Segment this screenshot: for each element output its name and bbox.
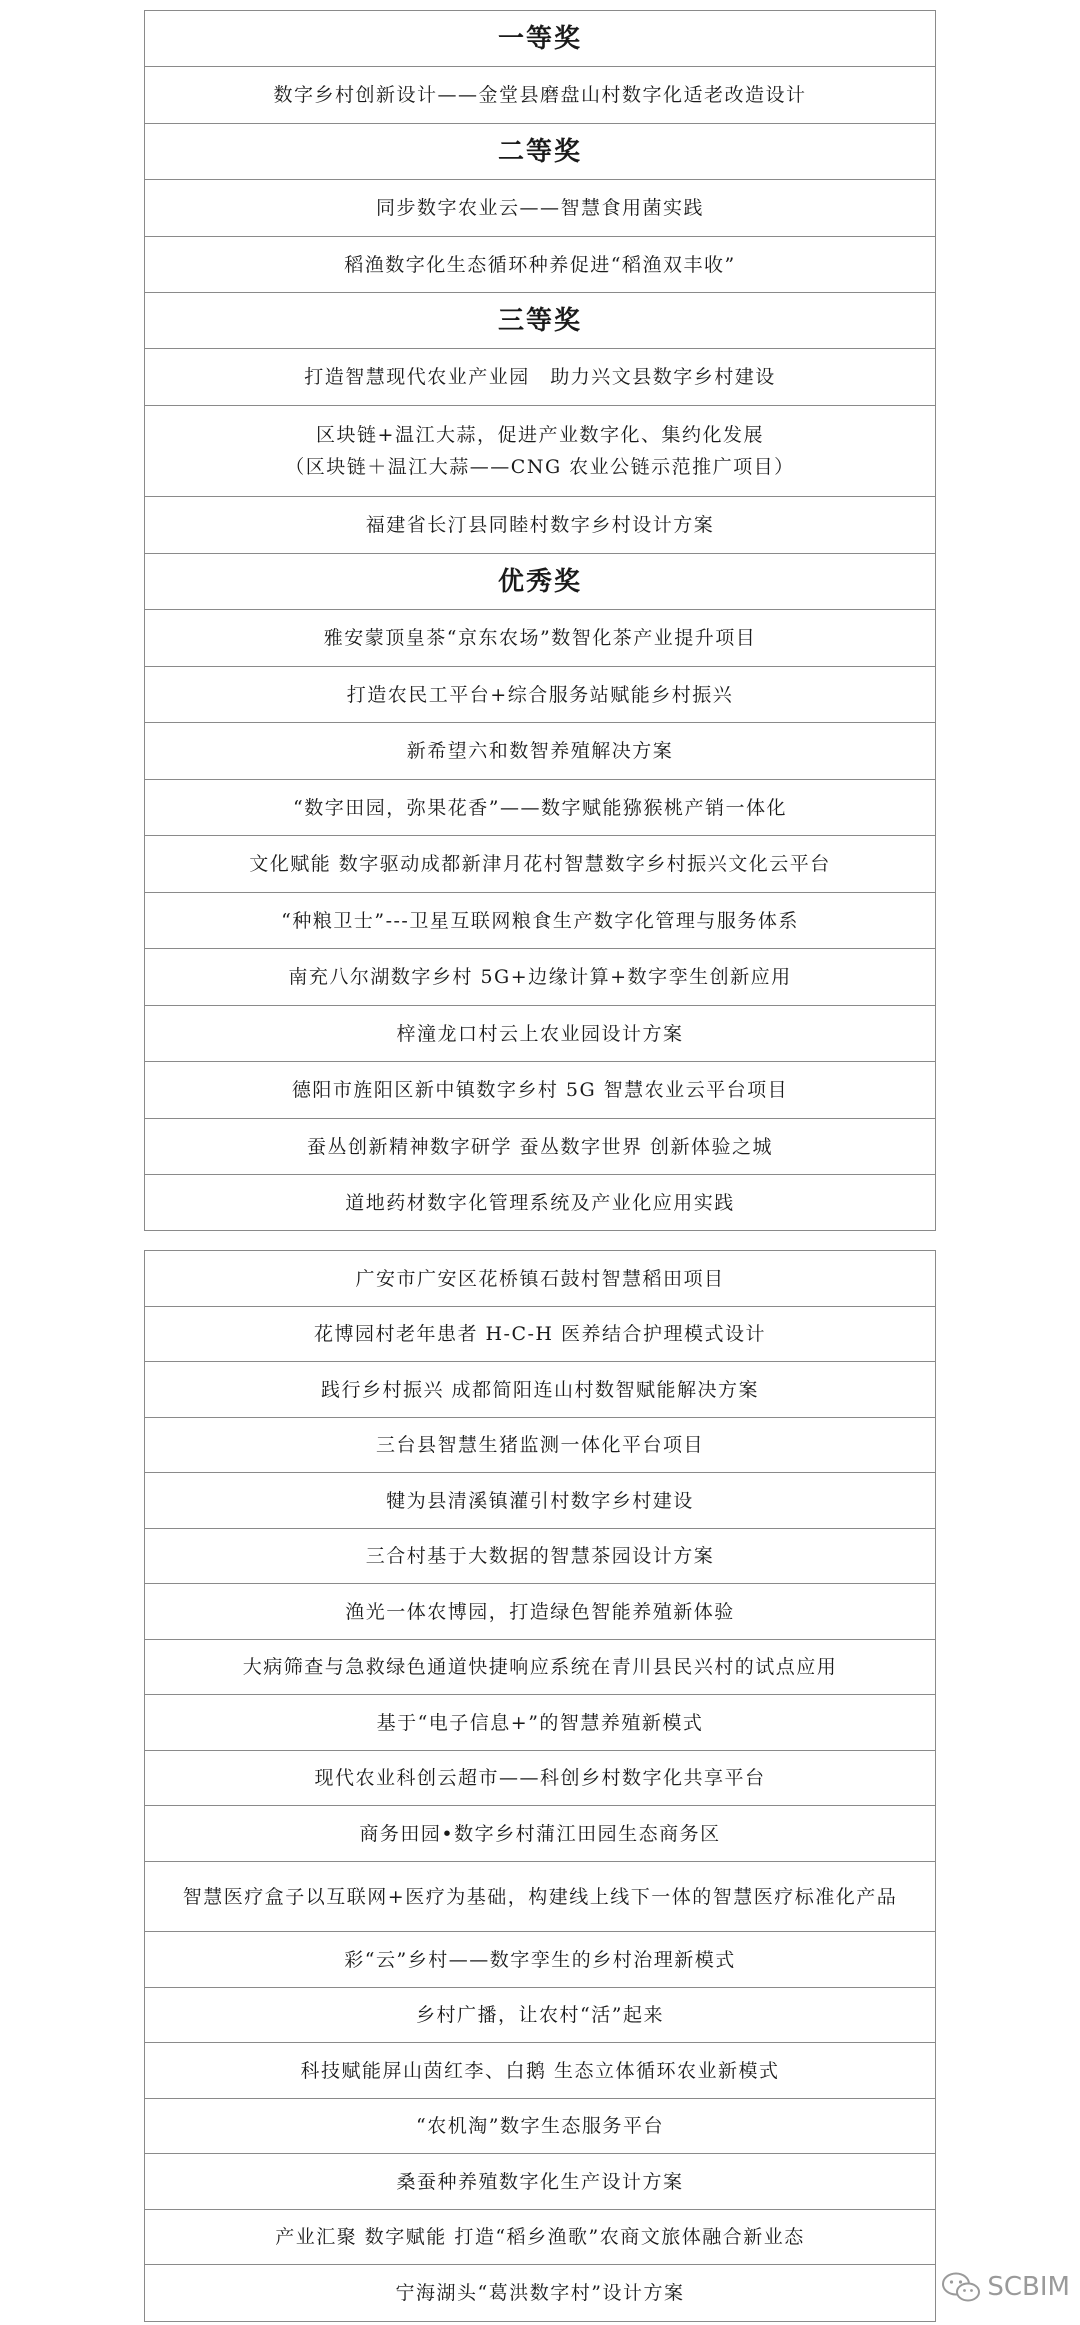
award-entry-text: 蚕丛创新精神数字研学 蚕丛数字世界 创新体验之城 — [306, 1135, 774, 1158]
award-entry — [145, 2265, 935, 2321]
award-entry — [145, 1932, 935, 1988]
award-entry-text: 雅安蒙顶皇茶“京东农场”数智化茶产业提升项目 — [323, 627, 757, 649]
award-entry-text: 花博园村老年患者 H-C-H 医养结合护理模式设计 — [313, 1323, 767, 1345]
award-entry — [145, 1251, 935, 1307]
award-entry — [145, 949, 935, 1006]
award-entry-text: 商务田园•数字乡村蒲江田园生态商务区 — [359, 1822, 721, 1845]
award-entry — [145, 1119, 935, 1175]
award-entry — [145, 1751, 935, 1806]
award-entry — [145, 836, 935, 893]
award-entry-text: 同步数字农业云——智慧食用菌实践 — [375, 197, 704, 219]
award-entry — [145, 497, 935, 554]
award-entry — [145, 1862, 935, 1932]
award-entry-text: 乡村广播，让农村“活”起来 — [416, 2004, 664, 2026]
award-entry-text: 打造农民工平台+综合服务站赋能乡村振兴 — [346, 683, 734, 706]
award-entry-text: 广安市广安区花桥镇石鼓村智慧稻田项目 — [355, 1267, 725, 1290]
award-entry — [145, 667, 935, 723]
award-entry-text: 打造智慧现代农业产业园 助力兴文县数字乡村建设 — [304, 366, 776, 388]
awards-table-1 — [144, 10, 936, 1231]
award-entry-text: 南充八尔湖数字乡村 5G+边缘计算+数字孪生创新应用 — [288, 966, 792, 988]
award-entry-text: 德阳市旌阳区新中镇数字乡村 5G 智慧农业云平台项目 — [291, 1079, 789, 1101]
award-entry — [145, 780, 935, 836]
award-entry-text: 产业汇聚 数字赋能 打造“稻乡渔歌”农商文旅体融合新业态 — [275, 2226, 805, 2248]
award-entry — [145, 1529, 935, 1584]
award-entry — [145, 180, 935, 237]
award-entry — [145, 1307, 935, 1362]
award-entry — [145, 610, 935, 667]
award-entry — [145, 1362, 935, 1418]
award-entry — [145, 237, 935, 293]
wechat-icon — [941, 2271, 981, 2303]
award-entry-text: 梓潼龙口村云上农业园设计方案 — [396, 1022, 684, 1045]
award-entry-text: 现代农业科创云超市——科创乡村数字化共享平台 — [314, 1767, 766, 1789]
watermark-text: SCBIM — [987, 2272, 1070, 2302]
award-entry — [145, 723, 935, 780]
award-entry-text: 区块链+温江大蒜，促进产业数字化、集约化发展 — [316, 424, 764, 446]
award-entry-text: 三合村基于大数据的智慧茶园设计方案 — [365, 1545, 715, 1567]
award-entry — [145, 1640, 935, 1695]
award-entry-text: 犍为县清溪镇灌引村数字乡村建设 — [386, 1489, 694, 1512]
watermark — [941, 2271, 1070, 2303]
award-entry — [145, 1988, 935, 2043]
award-entry-text: 福建省长汀县同睦村数字乡村设计方案 — [365, 514, 715, 536]
award-entry-text: 彩“云”乡村——数字孪生的乡村治理新模式 — [344, 1948, 736, 1971]
award-heading-text: 一等奖 — [497, 23, 582, 54]
award-entry-text: 数字乡村创新设计——金堂县磨盘山村数字化适老改造设计 — [273, 84, 807, 106]
award-entry-text: “种粮卫士”---卫星互联网粮食生产数字化管理与服务体系 — [281, 909, 799, 932]
award-entry — [145, 1584, 935, 1640]
award-entry-text: 科技赋能屏山茵红李、白鹅 生态立体循环农业新模式 — [300, 2059, 780, 2082]
award-entry — [145, 2154, 935, 2210]
award-entry — [145, 1062, 935, 1119]
award-entry-text: 新希望六和数智养殖解决方案 — [406, 740, 674, 762]
award-entry — [145, 2210, 935, 2265]
award-heading-text: 二等奖 — [497, 136, 582, 167]
award-entry — [145, 2043, 935, 2099]
award-entry-text: 渔光一体农博园，打造绿色智能养殖新体验 — [345, 1600, 735, 1623]
award-heading — [145, 554, 935, 610]
award-heading-text: 优秀奖 — [497, 566, 582, 597]
award-entry — [145, 893, 935, 949]
award-entry — [145, 349, 935, 406]
award-entry — [145, 1806, 935, 1862]
award-entry — [145, 1695, 935, 1751]
award-entry-text: （区块链＋温江大蒜——CNG 农业公链示范推广项目） — [285, 456, 795, 478]
award-entry — [145, 2099, 935, 2154]
award-heading — [145, 11, 935, 67]
award-entry-text: 智慧医疗盒子以互联网+医疗为基础，构建线上线下一体的智慧医疗标准化产品 — [182, 1885, 898, 1908]
award-entry-text: “数字田园，弥果花香”——数字赋能猕猴桃产销一体化 — [293, 796, 787, 819]
award-entry — [145, 1006, 935, 1062]
award-entry-text: “农机淘”数字生态服务平台 — [416, 2115, 664, 2137]
award-entry — [145, 1473, 935, 1529]
award-heading — [145, 124, 935, 180]
award-entry-text: 三台县智慧生猪监测一体化平台项目 — [375, 1434, 704, 1456]
award-entry-text: 宁海湖头“葛洪数字村”设计方案 — [395, 2282, 685, 2304]
awards-table-2 — [144, 1250, 936, 2322]
award-entry-text: 践行乡村振兴 成都简阳连山村数智赋能解决方案 — [320, 1378, 760, 1401]
award-entry — [145, 406, 935, 497]
award-entry-text: 文化赋能 数字驱动成都新津月花村智慧数字乡村振兴文化云平台 — [249, 853, 831, 875]
award-entry — [145, 67, 935, 124]
award-entry-text: 稻渔数字化生态循环种养促进“稻渔双丰收” — [344, 253, 736, 276]
award-heading — [145, 293, 935, 349]
award-heading-text: 三等奖 — [497, 305, 582, 336]
award-entry-text: 桑蚕种养殖数字化生产设计方案 — [396, 2170, 684, 2193]
award-entry-text: 道地药材数字化管理系统及产业化应用实践 — [345, 1191, 735, 1214]
award-entry-text: 大病筛查与急救绿色通道快捷响应系统在青川县民兴村的试点应用 — [242, 1656, 838, 1678]
award-entry — [145, 1418, 935, 1473]
award-entry-text: 基于“电子信息+”的智慧养殖新模式 — [376, 1711, 704, 1734]
award-entry — [145, 1175, 935, 1230]
